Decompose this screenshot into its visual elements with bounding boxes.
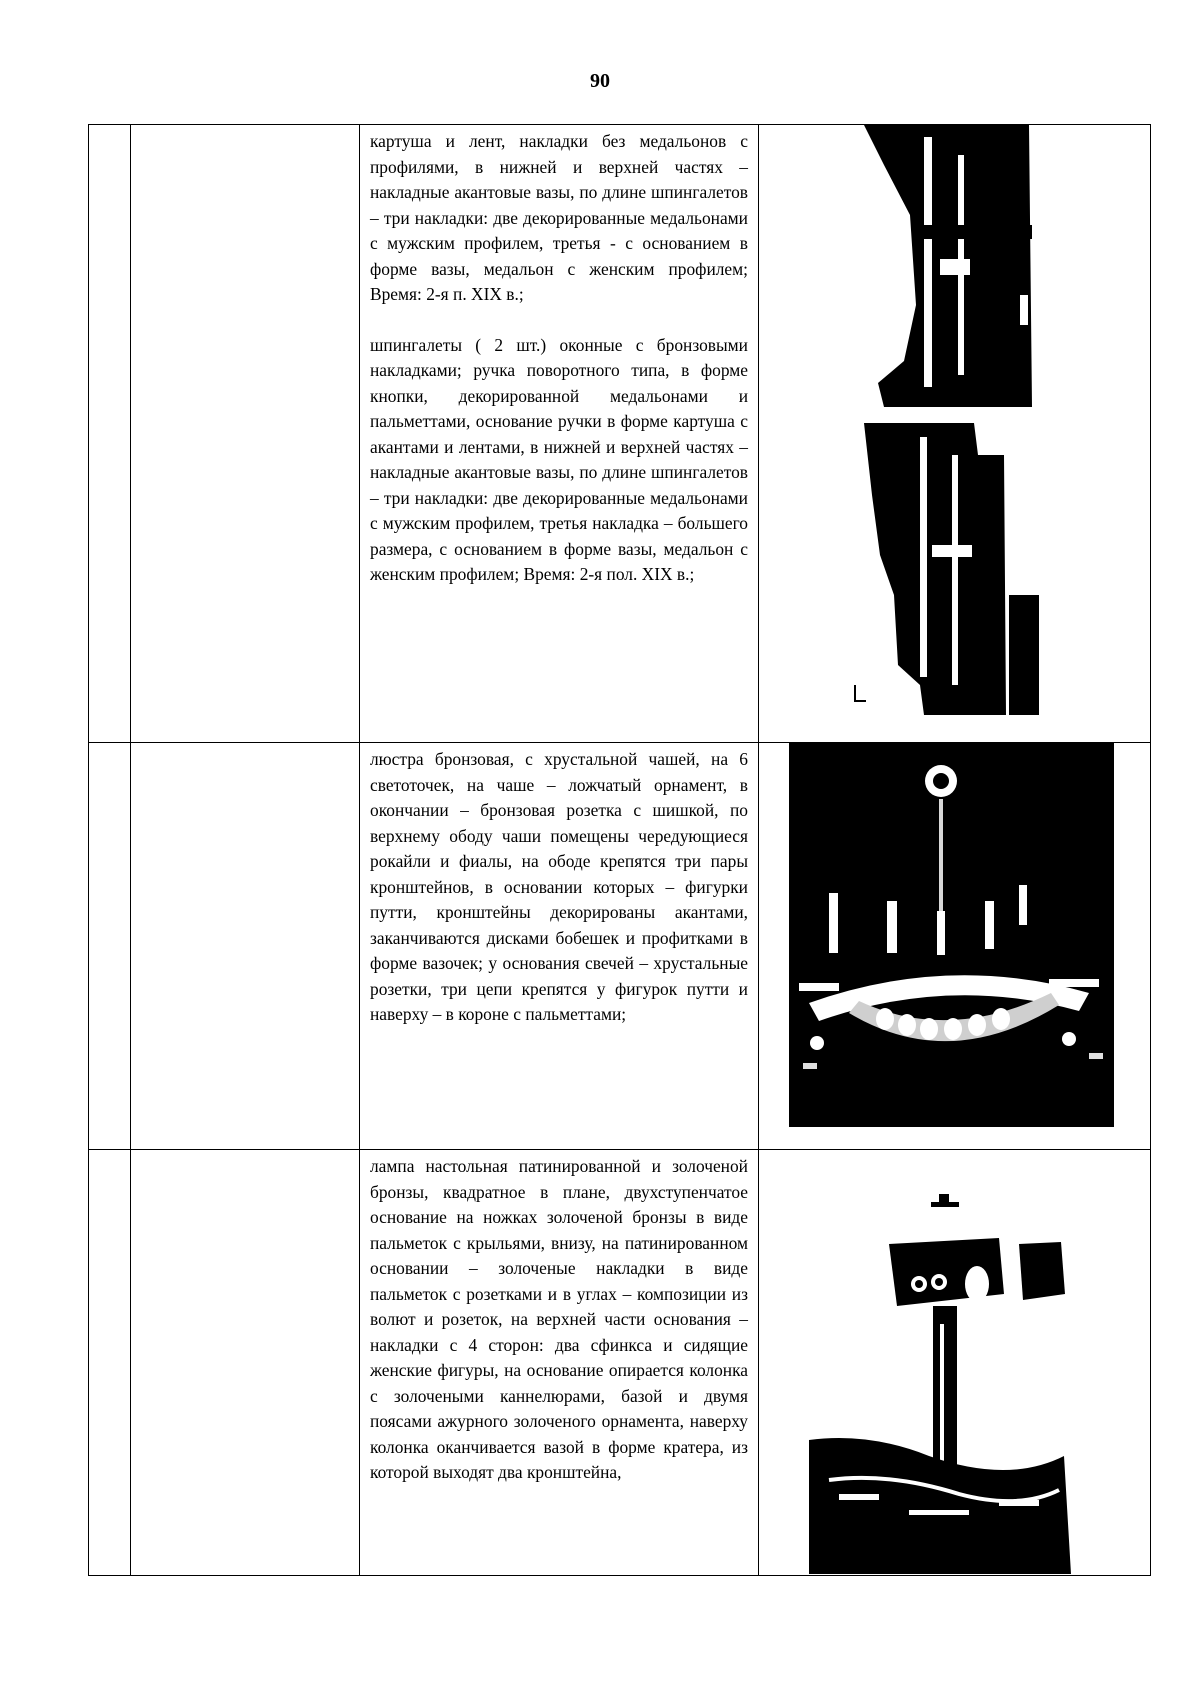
page-number: 90 [590, 70, 610, 92]
photo-cell [759, 1150, 1151, 1576]
window-latch-photo [854, 125, 1044, 715]
description-cell [360, 743, 759, 1150]
description-paragraph: картуша и лент, накладки без медальонов с профилями, в нижней и верхней частях – накладные акантовые вазы, по длине шпингалетов – три накладки: две декорированные медальонами с мужским профилем, третья - с основанием в форме вазы, медальон с женским профилем; Время: 2-я п. XIX в.; [370, 131, 748, 304]
description-paragraph: люстра бронзовая, с хрустальной чашей, на 6 светоточек, на чаше – ложчатый орнамент, в окончании – бронзовая розетка с шишкой, по верхнему ободу чаши помещены чередующиеся рокайли и фиалы, на ободе крепятся три пары кронштейнов, в основании которых – фигурки путти, кронштейны декорированы акантами, заканчиваются дисками бобешек и профитками в форме вазочек; у основания свечей – хрустальные розетки, три цепи крепятся у фигурок путти и наверху – в короне с пальметтами; [370, 749, 748, 1024]
table-lamp-photo [809, 1194, 1079, 1574]
inventory-table [88, 124, 1151, 1576]
photo-cell [759, 743, 1151, 1150]
description-paragraph: лампа настольная патинированной и золоченой бронзы, квадратное в плане, двухступенчатое основание на ножках золоченой бронзы в виде пальметок с крыльями, внизу, на патинированном основании – золоченые накладки в виде пальметок с розетками и в углах – композиции из волют и розеток, на верхней части основания – накладки с 4 сторон: два сфинкса и сидящие женские фигуры, на основание опирается колонка с золочеными каннелюрами, базой и двумя поясами ажурного золоченого орнамента, наверху колонка оканчивается вазой в форме кратера, из которой выходят два кронштейна, [370, 1156, 748, 1482]
description-cell [360, 1150, 759, 1576]
item-name-cell [131, 1150, 360, 1576]
table-row [89, 1150, 1151, 1576]
photo-cell [759, 125, 1151, 743]
description-paragraph: шпингалеты ( 2 шт.) оконные с бронзовыми накладками; ручка поворотного типа, в форме кнопки, декорированной медальонами и пальметтами, основание ручки в форме картуша с акантами и лентами, в нижней и верхней частях – накладные акантовые вазы, по длине шпингалетов – три накладки: две декорированные медальонами с мужским профилем, третья накладка – большего размера, с основанием в форме вазы, медальон с женским профилем; Время: 2-я пол. XIX в.; [370, 334, 748, 584]
item-name-cell [131, 125, 360, 743]
row-number-cell [89, 1150, 131, 1576]
item-name-cell [131, 743, 360, 1150]
row-number-cell [89, 125, 131, 743]
description-cell [360, 125, 759, 743]
row-number-cell [89, 743, 131, 1150]
table-row [89, 125, 1151, 743]
chandelier-photo [789, 743, 1114, 1127]
table-row [89, 743, 1151, 1150]
